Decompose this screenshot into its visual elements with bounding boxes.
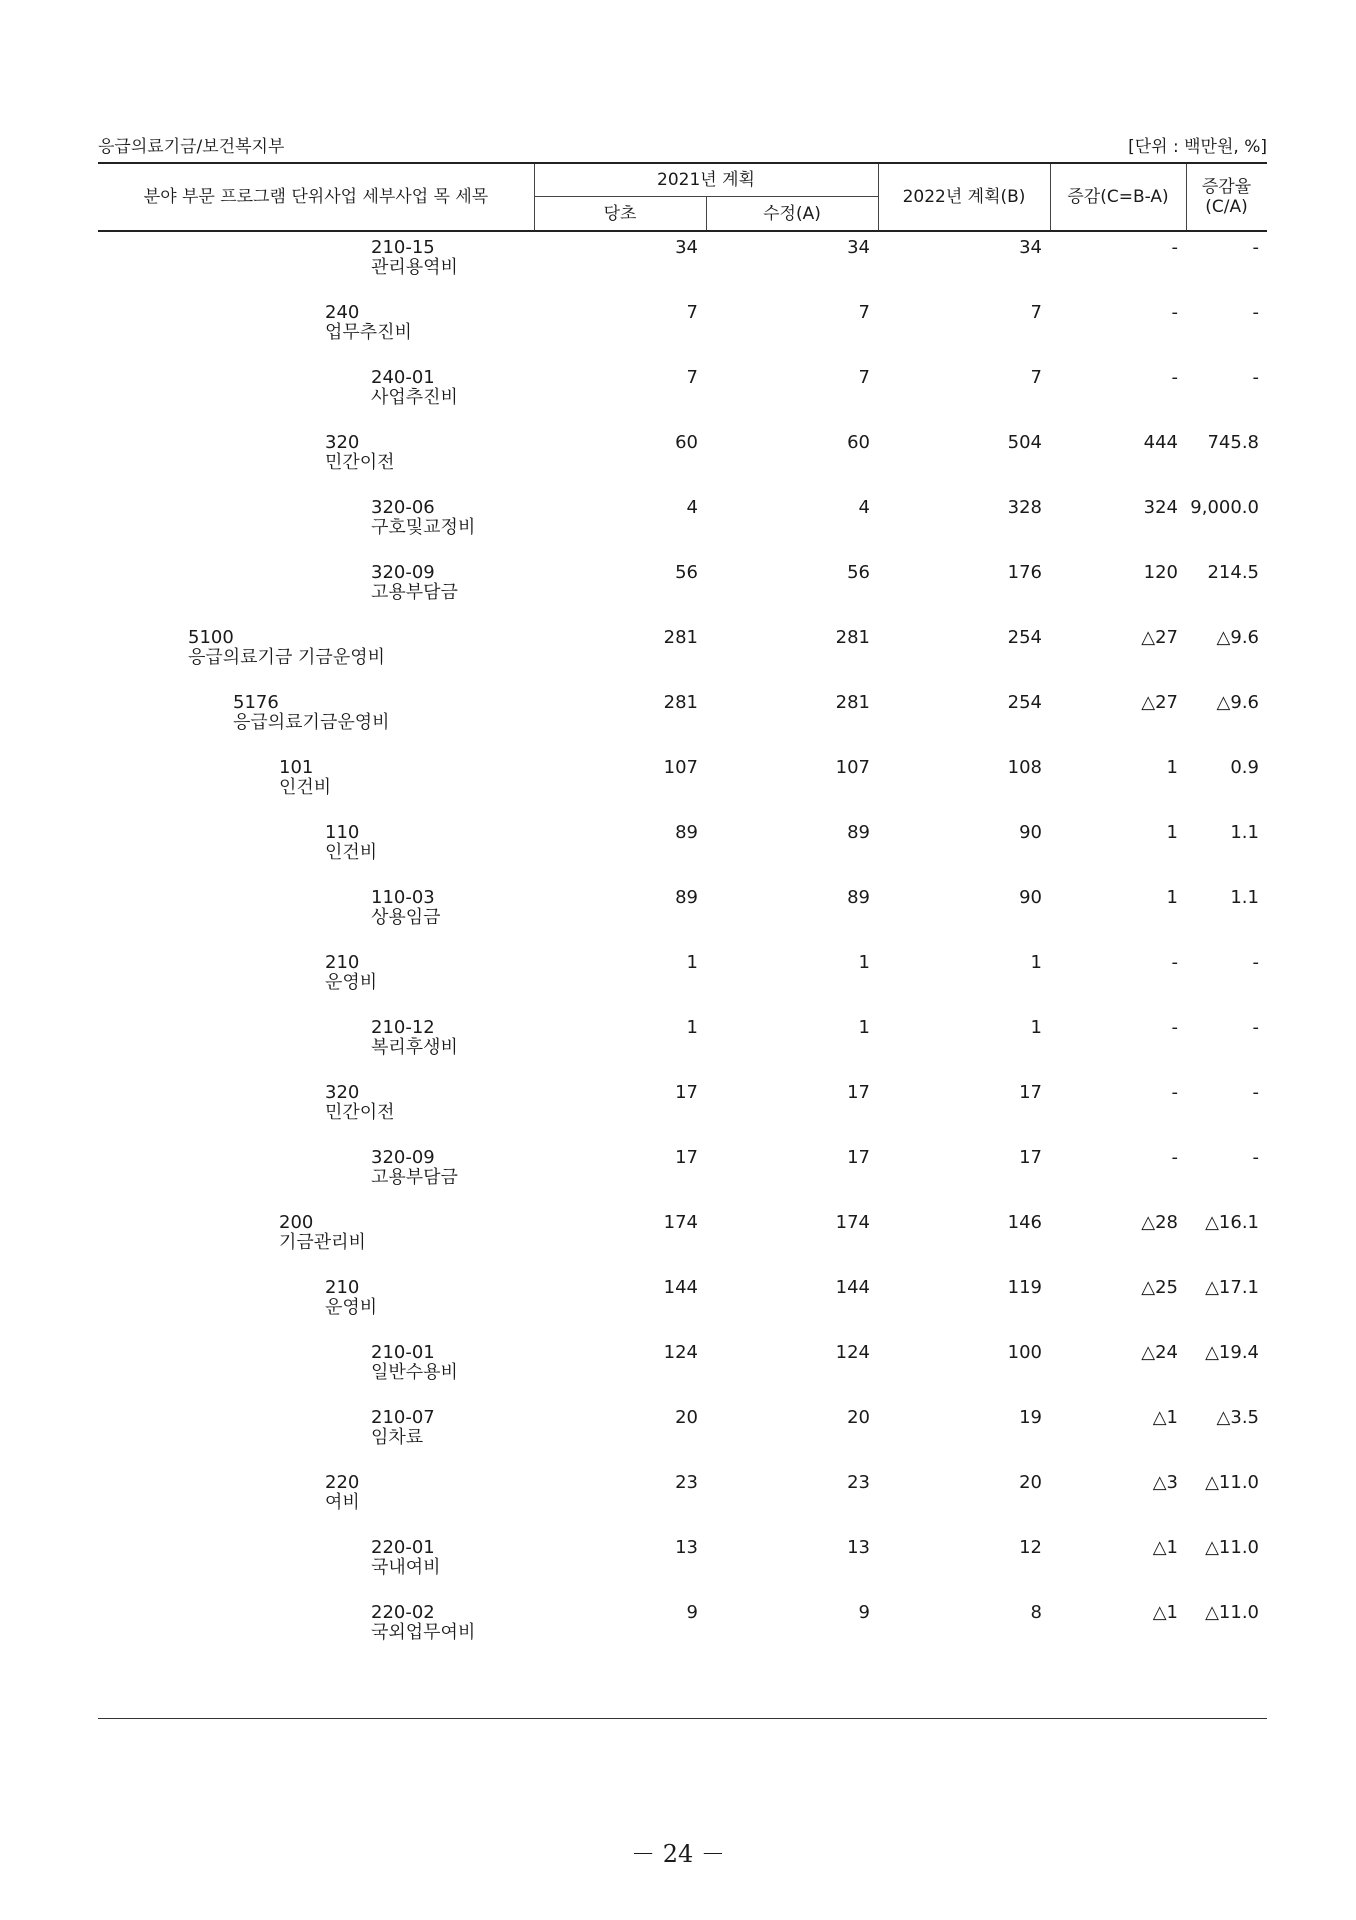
original-cell: 7: [686, 367, 698, 388]
document-header: [98, 132, 1267, 156]
row-label: [279, 1213, 366, 1253]
revised-cell: 7: [858, 367, 870, 388]
table-row: [98, 1343, 1267, 1408]
change-cell: △25: [1141, 1277, 1178, 1298]
rate-cell: 1.1: [1230, 887, 1259, 908]
original-cell: 107: [663, 757, 698, 778]
bottom-rule: [98, 1718, 1267, 1719]
row-label: [371, 1343, 458, 1383]
row-label: [233, 693, 390, 733]
original-cell: 7: [686, 302, 698, 323]
change-header: 증감(C=B-A): [1067, 187, 1169, 207]
plan-2022-cell: 108: [1007, 757, 1042, 778]
revised-cell: 281: [835, 627, 870, 648]
change-cell: 1: [1166, 822, 1178, 843]
plan-2022-cell: 146: [1007, 1212, 1042, 1233]
change-cell: -: [1171, 952, 1178, 973]
change-cell: -: [1171, 237, 1178, 258]
table-row: [98, 563, 1267, 628]
table-row: [98, 1408, 1267, 1473]
rate-cell: △16.1: [1205, 1212, 1259, 1233]
original-cell: 4: [686, 497, 698, 518]
original-cell: 34: [675, 237, 698, 258]
original-cell: 281: [663, 627, 698, 648]
rate-cell: △11.0: [1205, 1472, 1259, 1493]
rate-cell: -: [1252, 1082, 1259, 1103]
revised-cell: 124: [835, 1342, 870, 1363]
original-cell: 124: [663, 1342, 698, 1363]
page-number: － 24 －: [631, 1840, 725, 1868]
rate-cell: -: [1252, 1017, 1259, 1038]
rate-cell: -: [1252, 367, 1259, 388]
row-label: [325, 303, 412, 343]
revised-cell: 174: [835, 1212, 870, 1233]
change-cell: △1: [1152, 1537, 1178, 1558]
table-row: [98, 1018, 1267, 1083]
row-code: 320-06: [371, 497, 435, 518]
table-row: [98, 758, 1267, 823]
table-row: [98, 1538, 1267, 1603]
row-label: [371, 238, 458, 278]
rate-header-line1: 증감율: [1201, 177, 1252, 197]
row-code: 210: [325, 952, 360, 973]
revised-cell: 34: [847, 237, 870, 258]
table-row: [98, 628, 1267, 693]
row-code: 320: [325, 1082, 360, 1103]
revised-cell: 56: [847, 562, 870, 583]
classification-header: 분야 부문 프로그램 단위사업 세부사업 목 세목: [143, 187, 489, 207]
plan-2022-cell: 90: [1019, 887, 1042, 908]
row-code: 220-01: [371, 1537, 435, 1558]
row-label: [279, 758, 331, 798]
rate-cell: -: [1252, 237, 1259, 258]
row-code: 5100: [188, 627, 234, 648]
original-cell: 89: [675, 887, 698, 908]
rate-cell: △9.6: [1216, 692, 1259, 713]
change-cell: △1: [1152, 1602, 1178, 1623]
change-cell: △24: [1141, 1342, 1178, 1363]
change-cell: -: [1171, 1147, 1178, 1168]
row-label: [371, 1603, 475, 1643]
original-header: 당초: [603, 203, 637, 224]
row-code: 210-12: [371, 1017, 435, 1038]
revised-header: 수정(A): [763, 203, 821, 224]
plan-2022-cell: 254: [1007, 627, 1042, 648]
table-row: [98, 953, 1267, 1018]
revised-cell: 20: [847, 1407, 870, 1428]
row-name: 임차료: [371, 1427, 424, 1448]
plan-2022-cell: 504: [1007, 432, 1042, 453]
row-code: 320: [325, 432, 360, 453]
original-cell: 1: [686, 1017, 698, 1038]
row-code: 101: [279, 757, 314, 778]
row-code: 5176: [233, 692, 279, 713]
row-code: 320-09: [371, 562, 435, 583]
table-row: [98, 433, 1267, 498]
original-cell: 60: [675, 432, 698, 453]
plan-2022-cell: 176: [1007, 562, 1042, 583]
row-label: [371, 498, 475, 538]
row-name: 운영비: [325, 972, 378, 993]
revised-cell: 60: [847, 432, 870, 453]
rate-cell: 214.5: [1207, 562, 1259, 583]
row-label: [188, 628, 385, 668]
table-row: [98, 303, 1267, 368]
rate-cell: △11.0: [1205, 1537, 1259, 1558]
original-cell: 1: [686, 952, 698, 973]
row-code: 240-01: [371, 367, 435, 388]
row-code: 220: [325, 1472, 360, 1493]
revised-cell: 281: [835, 692, 870, 713]
original-cell: 89: [675, 822, 698, 843]
plan-2021-header: 2021년 계획: [657, 170, 755, 190]
plan-2022-cell: 254: [1007, 692, 1042, 713]
row-name: 업무추진비: [325, 322, 412, 343]
change-cell: -: [1171, 367, 1178, 388]
rate-cell: 1.1: [1230, 822, 1259, 843]
revised-cell: 89: [847, 822, 870, 843]
row-label: [325, 433, 395, 473]
table-row: [98, 368, 1267, 433]
row-label: [325, 1278, 377, 1318]
row-label: [371, 1408, 435, 1448]
plan-2022-cell: 1: [1030, 952, 1042, 973]
table-row: [98, 888, 1267, 953]
table-row: [98, 498, 1267, 563]
row-name: 민간이전: [325, 1102, 395, 1123]
revised-cell: 13: [847, 1537, 870, 1558]
revised-cell: 1: [858, 952, 870, 973]
original-cell: 23: [675, 1472, 698, 1493]
rate-cell: △19.4: [1205, 1342, 1259, 1363]
change-cell: 1: [1166, 757, 1178, 778]
row-label: [371, 1538, 441, 1578]
rate-cell: -: [1252, 302, 1259, 323]
original-cell: 56: [675, 562, 698, 583]
row-name: 사업추진비: [371, 387, 458, 408]
original-cell: 20: [675, 1407, 698, 1428]
rate-cell: △17.1: [1205, 1277, 1259, 1298]
plan-2022-cell: 34: [1019, 237, 1042, 258]
row-code: 210: [325, 1277, 360, 1298]
table-row: [98, 1148, 1267, 1213]
table-row: [98, 1278, 1267, 1343]
row-code: 240: [325, 302, 360, 323]
row-name: 일반수용비: [371, 1362, 458, 1383]
revised-cell: 144: [835, 1277, 870, 1298]
row-code: 210-07: [371, 1407, 435, 1428]
table-row: [98, 238, 1267, 303]
row-name: 인건비: [279, 777, 332, 798]
row-code: 110: [325, 822, 360, 843]
table-row: [98, 1083, 1267, 1148]
plan-2022-cell: 19: [1019, 1407, 1042, 1428]
row-name: 인건비: [325, 842, 378, 863]
change-cell: 324: [1143, 497, 1178, 518]
change-cell: -: [1171, 1082, 1178, 1103]
revised-cell: 107: [835, 757, 870, 778]
row-name: 여비: [325, 1492, 360, 1513]
row-name: 구호및교정비: [371, 517, 476, 538]
revised-cell: 7: [858, 302, 870, 323]
plan-2022-cell: 90: [1019, 822, 1042, 843]
table-row: [98, 1213, 1267, 1278]
revised-cell: 1: [858, 1017, 870, 1038]
change-cell: 120: [1143, 562, 1178, 583]
row-code: 210-15: [371, 237, 435, 258]
row-code: 220-02: [371, 1602, 435, 1623]
rate-cell: -: [1252, 1147, 1259, 1168]
revised-cell: 17: [847, 1147, 870, 1168]
table-row: [98, 823, 1267, 888]
rate-cell: 0.9: [1230, 757, 1259, 778]
plan-2022-cell: 100: [1007, 1342, 1042, 1363]
table-body: [98, 238, 1267, 1668]
table-row: [98, 693, 1267, 758]
revised-cell: 9: [858, 1602, 870, 1623]
plan-2022-cell: 7: [1030, 302, 1042, 323]
plan-2022-cell: 17: [1019, 1082, 1042, 1103]
row-label: [325, 1083, 395, 1123]
row-name: 국내여비: [371, 1557, 441, 1578]
rate-cell: △3.5: [1216, 1407, 1259, 1428]
revised-cell: 89: [847, 887, 870, 908]
original-cell: 17: [675, 1147, 698, 1168]
revised-cell: 23: [847, 1472, 870, 1493]
unit-label: [단위 : 백만원, %]: [1128, 137, 1267, 157]
table-header: [98, 162, 1267, 232]
row-label: [325, 1473, 360, 1513]
rate-header: [1186, 164, 1267, 230]
original-cell: 9: [686, 1602, 698, 1623]
plan-2022-cell: 12: [1019, 1537, 1042, 1558]
change-cell: △27: [1141, 692, 1178, 713]
row-name: 국외업무여비: [371, 1622, 476, 1643]
row-label: [371, 1018, 458, 1058]
rate-cell: -: [1252, 952, 1259, 973]
change-cell: △1: [1152, 1407, 1178, 1428]
rate-cell: △9.6: [1216, 627, 1259, 648]
row-label: [371, 1148, 458, 1188]
original-cell: 144: [663, 1277, 698, 1298]
plan-2022-cell: 17: [1019, 1147, 1042, 1168]
row-name: 응급의료기금운영비: [233, 712, 390, 733]
change-cell: 1: [1166, 887, 1178, 908]
row-label: [371, 563, 458, 603]
table-row: [98, 1473, 1267, 1538]
revised-cell: 4: [858, 497, 870, 518]
revised-cell: 17: [847, 1082, 870, 1103]
plan-2022-cell: 8: [1030, 1602, 1042, 1623]
row-name: 기금관리비: [279, 1232, 366, 1253]
table-row: [98, 1603, 1267, 1668]
change-cell: △3: [1152, 1472, 1178, 1493]
change-cell: 444: [1143, 432, 1178, 453]
change-cell: -: [1171, 302, 1178, 323]
row-label: [325, 953, 377, 993]
rate-cell: 9,000.0: [1190, 497, 1259, 518]
row-code: 320-09: [371, 1147, 435, 1168]
plan-2022-header: 2022년 계획(B): [902, 187, 1026, 207]
row-name: 운영비: [325, 1297, 378, 1318]
plan-2022-cell: 20: [1019, 1472, 1042, 1493]
change-cell: -: [1171, 1017, 1178, 1038]
rate-cell: △11.0: [1205, 1602, 1259, 1623]
row-code: 200: [279, 1212, 314, 1233]
rate-header-line2: (C/A): [1205, 197, 1248, 217]
original-cell: 13: [675, 1537, 698, 1558]
plan-2022-cell: 7: [1030, 367, 1042, 388]
row-name: 응급의료기금 기금운영비: [188, 647, 385, 668]
original-cell: 281: [663, 692, 698, 713]
rate-cell: 745.8: [1207, 432, 1259, 453]
original-cell: 17: [675, 1082, 698, 1103]
row-name: 민간이전: [325, 452, 395, 473]
plan-2022-cell: 119: [1007, 1277, 1042, 1298]
row-name: 관리용역비: [371, 257, 458, 278]
change-cell: △28: [1141, 1212, 1178, 1233]
row-name: 상용임금: [371, 907, 441, 928]
row-label: [325, 823, 377, 863]
row-name: 고용부담금: [371, 1167, 458, 1188]
row-label: [371, 368, 458, 408]
row-name: 복리후생비: [371, 1037, 458, 1058]
plan-2022-cell: 1: [1030, 1017, 1042, 1038]
fund-ministry-title: 응급의료기금/보건복지부: [98, 137, 285, 157]
row-code: 210-01: [371, 1342, 435, 1363]
row-name: 고용부담금: [371, 582, 458, 603]
row-code: 110-03: [371, 887, 435, 908]
row-label: [371, 888, 441, 928]
plan-2022-cell: 328: [1007, 497, 1042, 518]
original-cell: 174: [663, 1212, 698, 1233]
change-cell: △27: [1141, 627, 1178, 648]
